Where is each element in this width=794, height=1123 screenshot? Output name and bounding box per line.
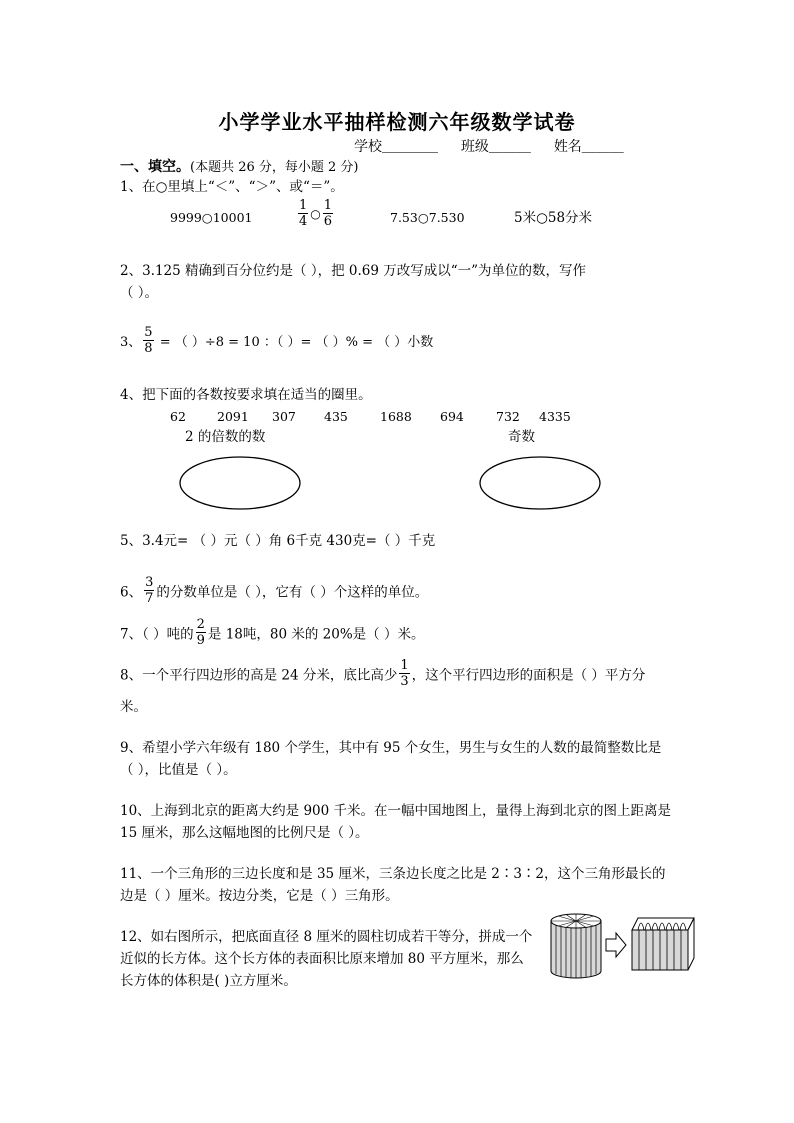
q12-line-2: 近似的长方体。这个长方体的表面积比原来增加 80 平方厘米，那么: [120, 951, 524, 967]
q6-fraction: $\frac{3}{7}$: [145, 575, 154, 606]
q7-fraction: $\frac{2}{9}$: [196, 617, 205, 648]
q4-number-7: 732: [496, 409, 520, 424]
q9-line-2: （ ），比值是（ ）。: [120, 762, 237, 778]
q4-number-5: 1688: [380, 409, 412, 424]
q4-ellipse-right: [478, 455, 604, 511]
q8-line-2: 米。: [120, 699, 147, 715]
q1-fraction-right: $\frac{1}{6}$: [323, 198, 333, 229]
q4-ellipse-left: [178, 455, 304, 511]
q6-line: 6、 $\frac{3}{7}$ 的分数单位是（ ），它有（ ）个这样的单位。: [120, 575, 429, 606]
name-field: 姓名＿＿＿: [553, 139, 624, 155]
q12-line-1: 12、如右图所示，把底面直径 8 厘米的圆柱切成若干等分，拼成一个: [120, 929, 533, 945]
q1-item-c: 7.53○7.530: [390, 210, 465, 225]
class-field: 班级＿＿＿: [460, 139, 531, 155]
q4-number-6: 694: [440, 409, 464, 424]
q1-item-d: 5米○58分米: [514, 210, 593, 226]
q1-item-b: [296, 198, 335, 229]
q1-fraction-left: $\frac{1}{4}$: [299, 198, 308, 229]
q4-number-4: 435: [324, 409, 348, 424]
q1-item-a: 9999○10001: [170, 210, 253, 225]
q12-cylinder-figure: [548, 912, 698, 980]
q8-fraction: $\frac{1}{3}$: [400, 658, 409, 689]
q4-number-3: 307: [272, 409, 296, 424]
q4-number-1: 62: [170, 409, 186, 424]
q9-line-1: 9、希望小学六年级有 180 个学生，其中有 95 个女生，男生与女生的人数的最简整数比是: [120, 740, 662, 756]
q7-line: 7、（ ）吨的 $\frac{2}{9}$ 是 18吨，80 米的 20%是（ ）米。: [120, 617, 425, 648]
q4-label-left: 2 的倍数的数: [185, 429, 266, 445]
page-title: 小学学业水平抽样检测六年级数学试卷: [218, 110, 576, 134]
q3-line: 3、 $\frac{5}{8}$ = （ ）÷8 = 10 ：（ ）= （ ）% = （ ）小数: [120, 325, 434, 356]
q8-line-1: 8、一个平行四边形的高是 24 分米，底比高少 $\frac{1}{3}$ ，这个平行四边形的面积是（ ）平方分: [120, 658, 646, 689]
q1-text: 1、在○里填上“＜”、“＞”、或“＝”。: [120, 179, 344, 195]
q12-line-3: 长方体的体积是( )立方厘米。: [120, 973, 297, 989]
section-1-note: (本题共 26 分，每小题 2 分): [190, 160, 359, 175]
section-1-title: 一、填空。: [120, 159, 190, 175]
q10-line-2: 15 厘米，那么这幅地图的比例尺是（ ）。: [120, 825, 369, 841]
q4-number-8: 4335: [539, 409, 571, 424]
q4-label-right: 奇数: [508, 429, 535, 445]
q4-number-2: 2091: [217, 409, 249, 424]
q10-line-1: 10、上海到北京的距离大约是 900 千米。在一幅中国地图上，量得上海到北京的图上距离是: [120, 803, 672, 819]
q2-line-2: （ ）。: [120, 285, 159, 301]
q4-text: 4、把下面的各数按要求填在适当的圈里。: [120, 387, 372, 403]
section-1-heading: [120, 158, 359, 177]
q3-fraction: $\frac{5}{8}$: [144, 325, 153, 356]
header-fields: [354, 138, 624, 156]
q5-line: 5、3.4元= （ ）元（ ）角 6千克 430克=（ ）千克: [120, 533, 436, 549]
q2-line-1: 2、3.125 精确到百分位约是（ ），把 0.69 万改写成以“一”为单位的数，写作: [120, 263, 587, 279]
q11-line-1: 11、一个三角形的三边长度和是 35 厘米，三条边长度之比是 2∶3∶2，这个三角形最长的: [120, 866, 666, 882]
q11-line-2: 边是（ ）厘米。按边分类，它是（ ）三角形。: [120, 888, 399, 904]
q1-compare-circle: ○: [310, 207, 321, 221]
school-field: 学校＿＿＿＿: [354, 139, 438, 155]
